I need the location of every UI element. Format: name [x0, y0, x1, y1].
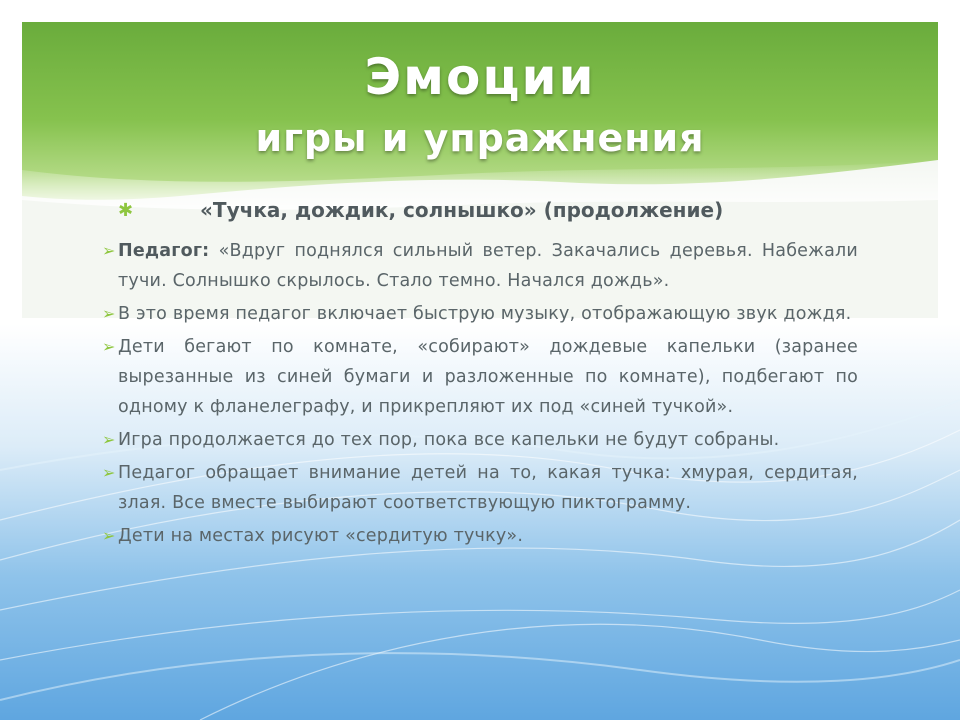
arrow-check-icon: ➢ [102, 526, 116, 545]
list-item-text: «Вдруг поднялся сильный ветер. Закачались деревья. Набежали тучи. Солнышко скрылось. Стало темно. Начался дождь». [118, 241, 858, 291]
arrow-check-icon: ➢ [102, 337, 116, 356]
list-item-text: В это время педагог включает быструю музыку, отображающую звук дождя. [118, 304, 852, 324]
list-item [104, 332, 858, 422]
list-item-text: Дети бегают по комнате, «собирают» дождевые капельки (заранее вырезанные из синей бумаги и разложенные по комнате), подбегают по одному к фланелеграфу, и прикрепляют их под «синей тучкой». [118, 337, 858, 417]
slide-subtitle: игры и упражнения [255, 116, 705, 160]
asterisk-icon: ✱ [118, 200, 134, 221]
list-item-text: Игра продолжается до тех пор, пока все капельки не будут собраны. [118, 430, 780, 450]
list-item [104, 425, 858, 455]
list-item [104, 458, 858, 518]
arrow-check-icon: ➢ [102, 304, 116, 323]
section-heading-text: «Тучка, дождик, солнышко» (продолжение) [200, 198, 724, 222]
list-item-text: Педагог обращает внимание детей на то, какая тучка: хмурая, сердитая, злая. Все вместе выбирают соответствующую пиктограмму. [118, 463, 858, 513]
list-item-text: Дети на местах рисуют «сердитую тучку». [118, 526, 524, 546]
arrow-check-icon: ➢ [102, 463, 116, 482]
bullet-list [104, 236, 858, 554]
list-item-bold: Педагог: [118, 241, 210, 261]
list-item [104, 521, 858, 551]
list-item [104, 299, 858, 329]
list-item [104, 236, 858, 296]
arrow-check-icon: ➢ [102, 241, 116, 260]
slide-title: Эмоции [364, 48, 596, 106]
arrow-check-icon: ➢ [102, 430, 116, 449]
